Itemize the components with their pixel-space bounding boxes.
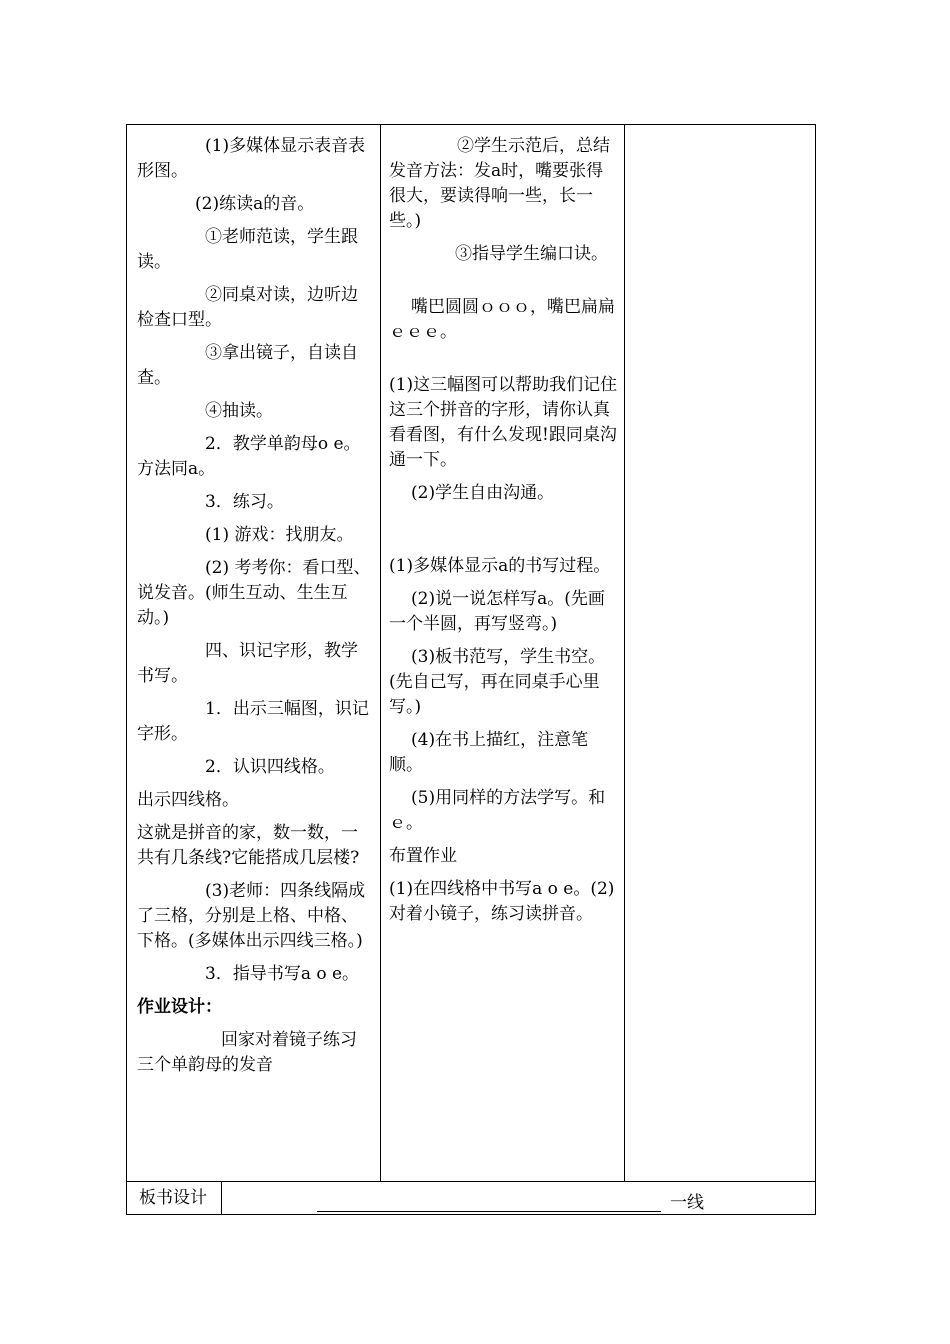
bottom-row-divider (221, 1181, 222, 1214)
text-line: (2) 考考你：看口型、说发音。(师生互动、生生互动。) (137, 558, 371, 628)
text-line: 这就是拼音的家，数一数，一共有几条线?它能搭成几层楼? (137, 823, 360, 868)
board-design-label: 板书设计 (139, 1188, 207, 1208)
text-line: (1)多媒体显示a的书写过程。 (389, 556, 611, 576)
column-divider-1 (380, 125, 381, 1182)
text-line: (4)在书上描红，注意笔顺。 (389, 730, 589, 775)
text-line: 四、识记字形，教学书写。 (137, 641, 358, 686)
text-line: 布置作业 (389, 846, 457, 866)
text-line: 2．教学单韵母o e。方法同a。 (137, 434, 361, 479)
text-line: ③拿出镜子，自读自查。 (137, 343, 358, 388)
student-activity-column (389, 134, 619, 935)
row-divider (127, 1181, 815, 1182)
board-design-text: 一线 (670, 1193, 704, 1213)
column-divider-2 (624, 125, 625, 1182)
text-line: (3)老师：四条线隔成了三格，分别是上格、中格、下格。(多媒体出示四线三格。) (137, 881, 366, 951)
text-line: ④抽读。 (205, 401, 273, 421)
text-line: ①老师范读，学生跟读。 (137, 227, 358, 272)
text-line: ③指导学生编口诀。 (455, 244, 608, 264)
text-line: (1)多媒体显示表音表形图。 (137, 136, 366, 181)
text-line: 嘴巴圆圆ｏｏｏ，嘴巴扁扁ｅｅｅ。 (389, 297, 615, 342)
text-line: 2．认识四线格。 (205, 757, 335, 777)
text-line: (1)这三幅图可以帮助我们记住这三个拼音的字形，请你认真看看图，有什么发现!跟同桌沟通一下。 (389, 375, 618, 470)
text-line: 1．出示三幅图，识记字形。 (137, 699, 369, 744)
board-underline (317, 1211, 661, 1212)
text-line: (1)在四线格中书写a o e。(2)对着小镜子，练习读拼音。 (389, 879, 615, 924)
text-line: 3．练习。 (205, 492, 284, 512)
lesson-plan-table (126, 124, 816, 1215)
homework-heading: 作业设计： (137, 997, 222, 1017)
text-line: ②同桌对读，边听边检查口型。 (137, 285, 358, 330)
text-line: 回家对着镜子练习三个单韵母的发音 (137, 1030, 357, 1075)
text-line: (3)板书范写，学生书空。(先自己写，再在同桌手心里写。) (389, 647, 606, 717)
text-line: (5)用同样的方法学写。和ｅ。 (389, 788, 606, 833)
text-line: (2)学生自由沟通。 (411, 483, 555, 503)
text-line: (1) 游戏：找朋友。 (205, 525, 354, 545)
text-line: 出示四线格。 (137, 790, 239, 810)
text-line: 3．指导书写a o e。 (205, 964, 360, 984)
teacher-activity-column (137, 134, 372, 1086)
text-line: (2)练读a的音。 (195, 194, 315, 214)
text-line: (2)说一说怎样写a。(先画一个半圆，再写竖弯。) (389, 589, 605, 634)
text-line: ②学生示范后，总结发音方法：发a时，嘴要张得很大，要读得响一些，长一些。) (389, 136, 610, 231)
